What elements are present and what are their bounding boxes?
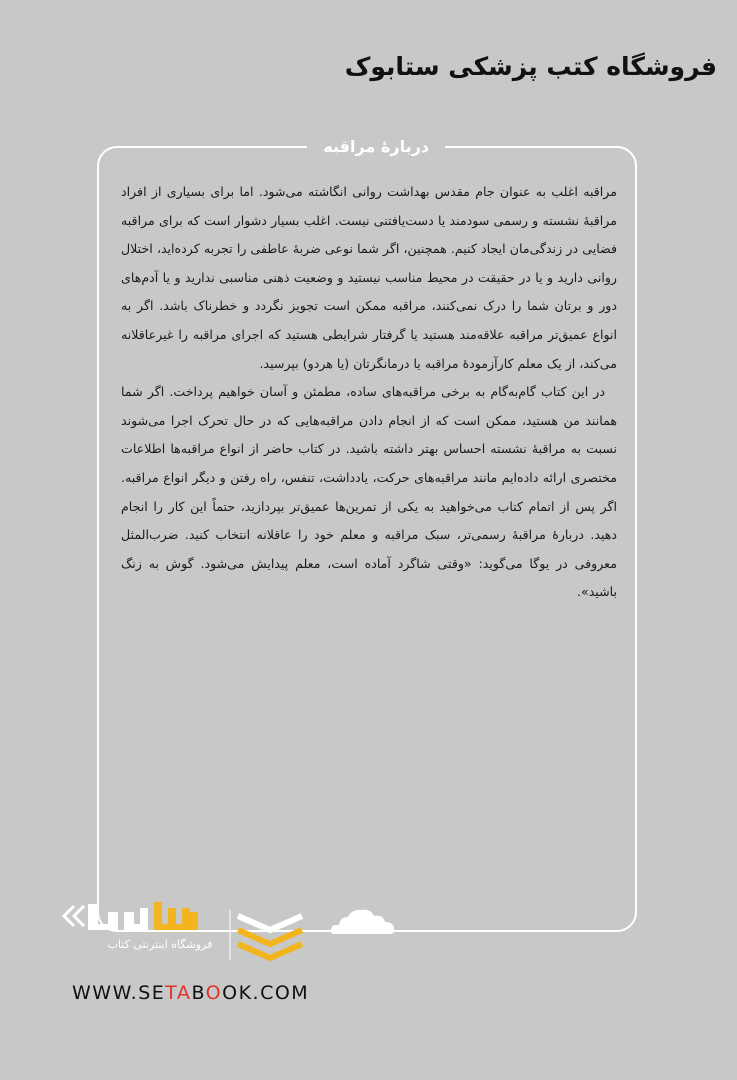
section-title: دربارهٔ مراقبه xyxy=(307,133,445,161)
website-link[interactable] xyxy=(72,982,309,1004)
setabook-logo xyxy=(60,898,320,978)
paragraph: در این کتاب گام‌به‌گام به برخی مراقبه‌های ساده، مطمئن و آسان خواهیم پرداخت. اگر شما همانند من هستید، ممکن است که از انجام دادن مراقبه‌هایی که در حال تحرک اجرا می‌شوند نسبت به مراقبهٔ نشسته احساس بهتر داشته باشید. در کتاب حاضر از انواع مراقبه‌ها اطلاعات مختصری ارائه داده‌ایم مانند مراقبه‌های حرکت، یادداشت، تنفس، راه رفتن و دیگر انواع مراقبه. اگر پس از اتمام کتاب می‌خواهید به یکی از تمرین‌ها عمیق‌تر بپردازید، حتماً این کار را انجام دهید. دربارهٔ مراقبهٔ رسمی‌تر، سبک مراقبه و معلم خود را عاقلانه انتخاب کنید. ضرب‌المثل معروفی در یوگا می‌گوید: «وقتی شاگرد آماده است، معلم پیدایش می‌شود. گوش به زنگ باشید». xyxy=(121,384,617,600)
cloud-icon xyxy=(328,904,398,938)
setabook-logo-icon xyxy=(60,898,320,978)
paragraph: مراقبه اغلب به عنوان جام مقدس بهداشت روانی انگاشته می‌شود. اما برای بسیاری از افراد مراقبهٔ نشسته و رسمی سودمند یا دست‌یافتنی نیست. اغلب بسیار دشوار است که برای مراقبه فضایی در زندگی‌مان ایجاد کنیم. همچنین، اگر شما نوعی ضربهٔ عاطفی را تجربه کرده‌اید، اختلال روانی دارید و یا در حقیقت در محیط مناسب نیستید و وضعیت ذهنی مناسبی ندارید و یا آدم‌های دور و برتان شما را درک نمی‌کنند، مراقبه ممکن است تجویز نگردد و خطرناک باشد. اگر به انواع عمیق‌تر مراقبه علاقه‌مند هستید یا گرفتار شرایطی هستید که اجرای مراقبه را غیرعاقلانه می‌کند، از یک معلم کارآزمودهٔ مراقبه یا درمانگرتان (یا هردو) بپرسید. xyxy=(121,184,617,371)
website-part: WWW.SE xyxy=(72,982,166,1004)
website-highlight: O xyxy=(205,982,223,1004)
section-body xyxy=(121,178,617,607)
website-part: B xyxy=(191,982,206,1004)
logo-tagline: فروشگاه اینترنتی کتاب xyxy=(107,938,213,951)
website-highlight: TA xyxy=(165,982,192,1004)
page-title: فروشگاه کتب پزشکی ستابوک xyxy=(344,52,717,81)
website-part: OK.COM xyxy=(222,982,310,1004)
content-frame xyxy=(97,137,637,932)
